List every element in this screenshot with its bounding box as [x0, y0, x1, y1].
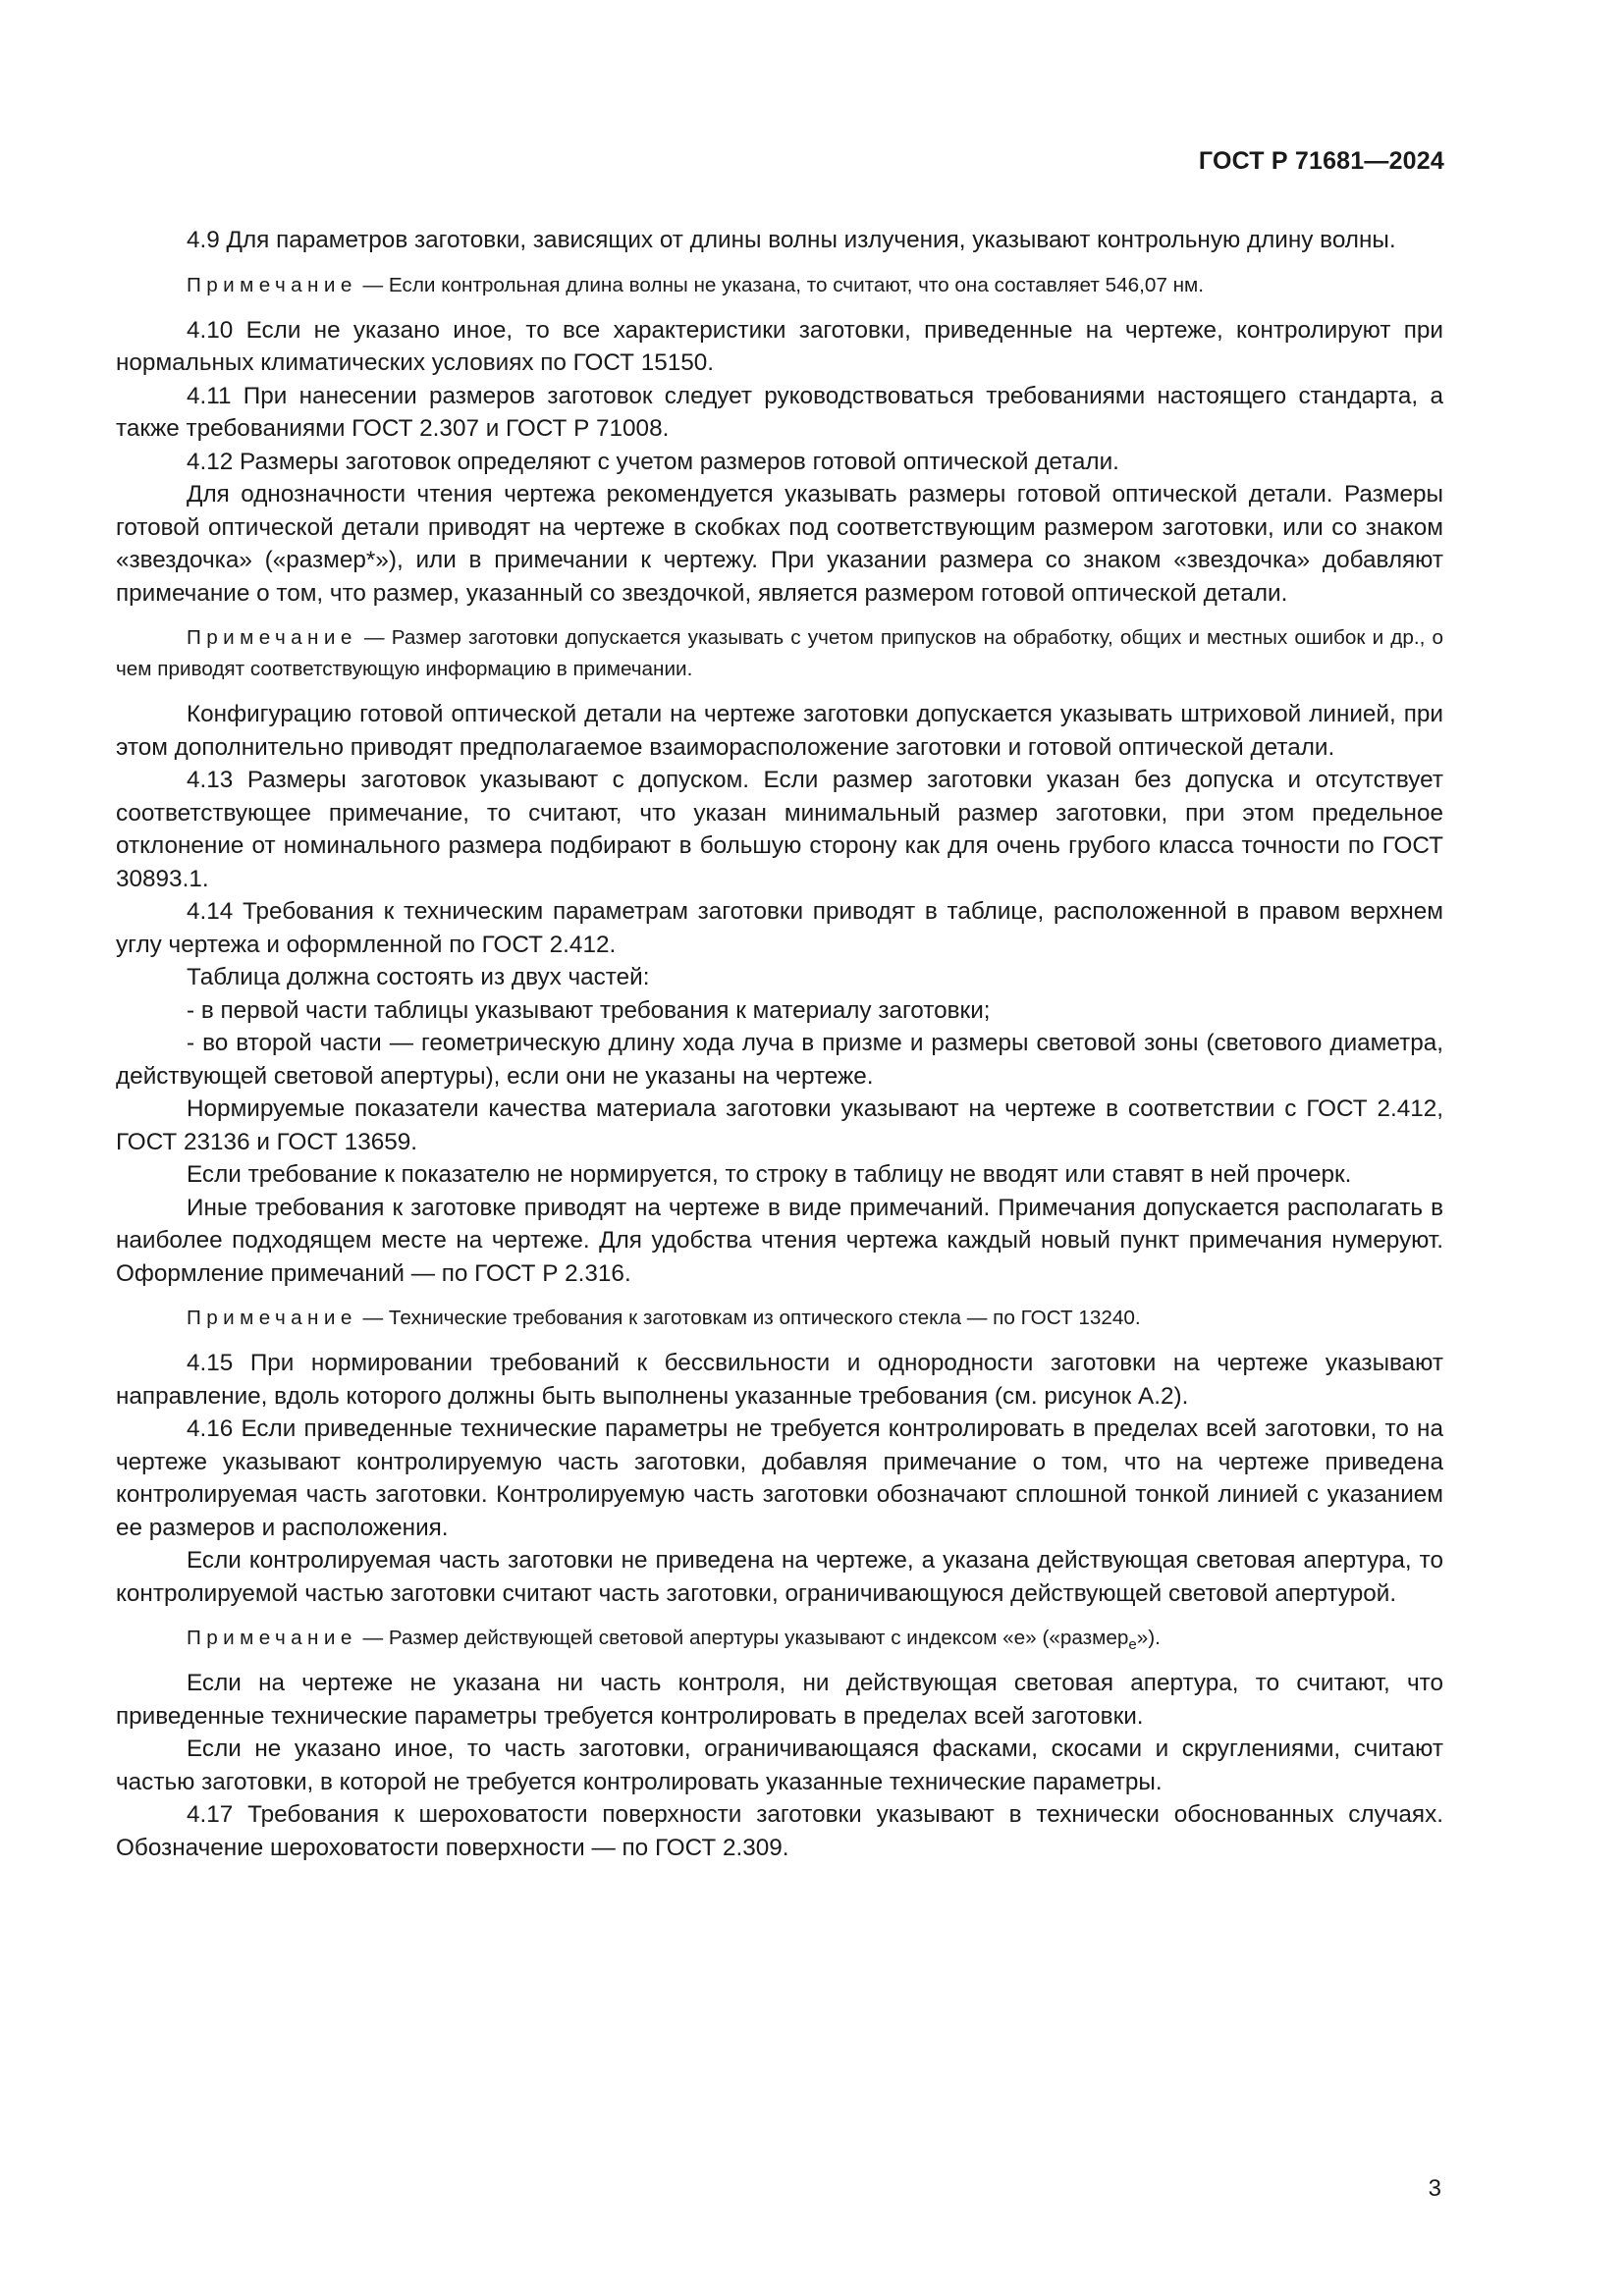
- paragraph-other-requirements: Иные требования к заготовке приводят на чертеже в виде примечаний. Примечания допускается располагать в наиболее подходящем месте на чертеже. Для удобства чтения чертежа каждый новый пункт примечания нумеруют. Оформление примечаний — по ГОСТ Р 2.316.: [116, 1194, 1443, 1287]
- paragraph-4-16-whole: Если на чертеже не указана ни часть контроля, ни действующая световая апертура, то считают, что приведенные технические параметры требуется контролировать в пределах всей заготовки.: [116, 1670, 1443, 1730]
- paragraph-4-9: 4.9 Для параметров заготовки, зависящих от длины волны излучения, указывают контрольную длину волны.: [187, 227, 1396, 253]
- note-label: Примечание: [187, 1627, 357, 1649]
- paragraph-not-normed: Если требование к показателю не нормируется, то строку в таблицу не вводят или ставят в ней прочерк.: [187, 1161, 1352, 1188]
- list-item-1: - в первой части таблицы указывают требования к материалу заготовки;: [187, 996, 991, 1024]
- note-3: [116, 1303, 1443, 1334]
- note-2-text: — Размер заготовки допускается указывать с учетом припусков на обработку, общих и местных ошибок и др., о чем приводят соответствующую информацию в примечании.: [116, 626, 1444, 680]
- note-4-text-end: »).: [1136, 1627, 1161, 1649]
- paragraph-4-13: 4.13 Размеры заготовок указывают с допуском. Если размер заготовки указан без допуска и отсутствует соответствующее примечание, то считают, что указан минимальный размер заготовки, при этом предельное отклонение от номинального размера подбирают в большую сторону как для очень грубого класса точности по ГОСТ 30893.1.: [116, 767, 1443, 892]
- paragraph-4-14: 4.14 Требования к техническим параметрам заготовки приводят в таблице, расположенной в правом верхнем углу чертежа и оформленной по ГОСТ 2.412.: [116, 898, 1443, 958]
- paragraph-4-10: 4.10 Если не указано иное, то все характеристики заготовки, приведенные на чертеже, контролируют при нормальных климатических условиях по ГОСТ 15150.: [116, 316, 1443, 376]
- paragraph-4-16: 4.16 Если приведенные технические параметры не требуется контролировать в пределах всей заготовки, то на чертеже указывают контролируемую часть заготовки, добавляя примечание о том, что на чертеже приведена контролируемая часть заготовки. Контролируемую часть заготовки обозначают сплошной тонкой линией с указанием ее размеров и расположения.: [116, 1415, 1443, 1541]
- note-3-text: — Технические требования к заготовкам из оптического стекла — по ГОСТ 13240.: [362, 1307, 1141, 1329]
- paragraph-4-11: 4.11 При нанесении размеров заготовок следует руководствоваться требованиями настоящего стандарта, а также требованиями ГОСТ 2.307 и ГОСТ Р 71008.: [116, 382, 1443, 442]
- note-label: Примечание: [187, 273, 357, 296]
- paragraph-normative: Нормируемые показатели качества материала заготовки указывают на чертеже в соответствии с ГОСТ 2.412, ГОСТ 23136 и ГОСТ 13659.: [116, 1095, 1443, 1155]
- paragraph-4-12: 4.12 Размеры заготовок определяют с учетом размеров готовой оптической детали.: [187, 448, 1119, 475]
- paragraph-4-17: 4.17 Требования к шероховатости поверхности заготовки указывают в технически обоснованных случаях. Обозначение шероховатости поверхности — по ГОСТ 2.309.: [116, 1801, 1443, 1861]
- note-4: [116, 1623, 1443, 1654]
- list-item-2: - во второй части — геометрическую длину хода луча в призме и размеры световой зоны (светового диаметра, действующей световой апертуры), если они не указаны на чертеже.: [116, 1030, 1443, 1090]
- note-4-subscript: e: [1128, 1636, 1137, 1653]
- note-4-text: — Размер действующей световой апертуры указывают с индексом «е» («размер: [362, 1627, 1129, 1649]
- document-number: ГОСТ Р 71681—2024: [1198, 147, 1444, 175]
- paragraph-4-16-chamfers: Если не указано иное, то часть заготовки, ограничивающаяся фасками, скосами и скруглениями, считают частью заготовки, в которой не требуется контролировать указанные технические параметры.: [116, 1735, 1443, 1795]
- page-number: 3: [1428, 2175, 1441, 2202]
- paragraph-4-16-aperture: Если контролируемая часть заготовки не приведена на чертеже, а указана действующая световая апертура, то контролируемой частью заготовки считают часть заготовки, ограничивающуюся действующей световой апертурой.: [116, 1547, 1443, 1607]
- note-2: [116, 622, 1443, 685]
- paragraph-configuration: Конфигурацию готовой оптической детали на чертеже заготовки допускается указывать штриховой линией, при этом дополнительно приводят предполагаемое взаиморасположение заготовки и готовой оптической детали.: [116, 701, 1443, 761]
- paragraph-4-15: 4.15 При нормировании требований к бессвильности и однородности заготовки на чертеже указывают направление, вдоль которого должны быть выполнены указанные требования (см. рисунок А.2).: [116, 1350, 1443, 1410]
- page-body: [116, 224, 1443, 1864]
- note-1-text: — Если контрольная длина волны не указана, то считают, что она составляет 546,07 нм.: [362, 273, 1205, 296]
- note-label: Примечание: [187, 626, 357, 649]
- note-1: [116, 270, 1443, 301]
- paragraph-table-parts: Таблица должна состоять из двух частей:: [187, 964, 650, 990]
- paragraph-4-12-detail: Для однозначности чтения чертежа рекомендуется указывать размеры готовой оптической детали. Размеры готовой оптической детали приводят на чертеже в скобках под соответствующим размером заготовки, или со знаком «звездочка» («размер*»), или в примечании к чертежу. При указании размера со знаком «звездочка» добавляют примечание о том, что размер, указанный со звездочкой, является размером готовой оптической детали.: [116, 481, 1443, 607]
- note-label: Примечание: [187, 1307, 357, 1329]
